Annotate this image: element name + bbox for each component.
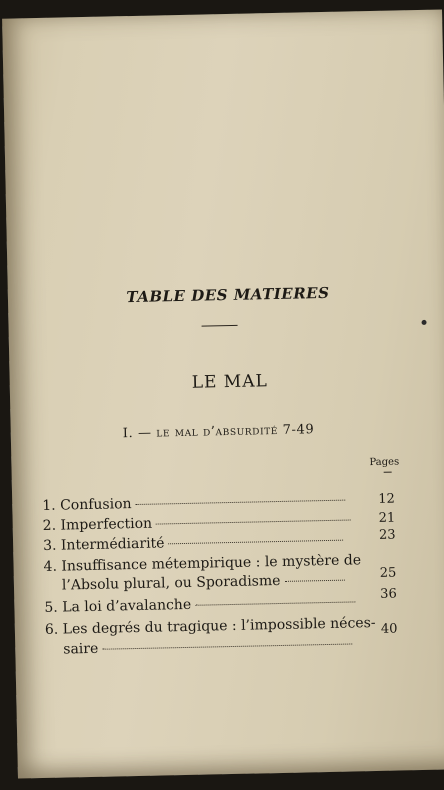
leader-dots: [136, 500, 346, 505]
book-page: [2, 9, 444, 778]
toc-entry: [45, 615, 375, 638]
section-label: le mal d’absurdité: [156, 423, 279, 441]
leader-dots: [102, 643, 352, 649]
toc-entry-text: 6. Les degrés du tragique : l’impossible néces-: [44, 615, 376, 638]
page-title: TABLE DES MATIERES: [126, 283, 330, 307]
paper-blemish: [421, 320, 426, 325]
pages-divider: [384, 472, 392, 473]
toc-entry-page: 40: [380, 621, 398, 637]
part-title: LE MAL: [191, 371, 268, 393]
toc-entry-page: 12: [378, 491, 395, 507]
toc-entry: [43, 511, 373, 534]
toc-entry-text: 3. Intermédiarité: [42, 535, 165, 554]
toc-entry-text: 2. Imperfection: [42, 515, 153, 534]
toc-entry-continuation: [62, 571, 374, 594]
toc-entry: [43, 531, 373, 554]
toc-entry-text: 1. Confusion: [42, 496, 132, 514]
toc-entry-page: 23: [378, 527, 396, 543]
toc-entry: [42, 491, 372, 514]
leader-dots: [195, 601, 355, 605]
leader-dots: [169, 540, 344, 545]
section-numeral: I. —: [122, 425, 152, 442]
leader-dots: [156, 519, 351, 524]
toc-entry-page: 36: [380, 586, 397, 602]
toc-entry-page: 21: [378, 510, 396, 526]
pages-column-label: Pages: [369, 456, 400, 469]
toc-entry-text: 5. La loi d’avalanche: [44, 596, 192, 616]
toc-entry-text: 4. Insuffisance métempirique : le mystère de: [43, 552, 362, 575]
title-divider: [202, 325, 238, 327]
toc-entry-text: saire: [63, 640, 99, 658]
section-heading: [123, 422, 315, 441]
toc-entry: [44, 593, 374, 616]
leader-dots: [284, 580, 344, 582]
toc-entry-page: 25: [379, 565, 397, 581]
toc-entry-text: l’Absolu plural, ou Sporadisme: [61, 572, 281, 594]
toc-entry-continuation: [63, 635, 375, 658]
section-range: 7-49: [282, 422, 315, 438]
